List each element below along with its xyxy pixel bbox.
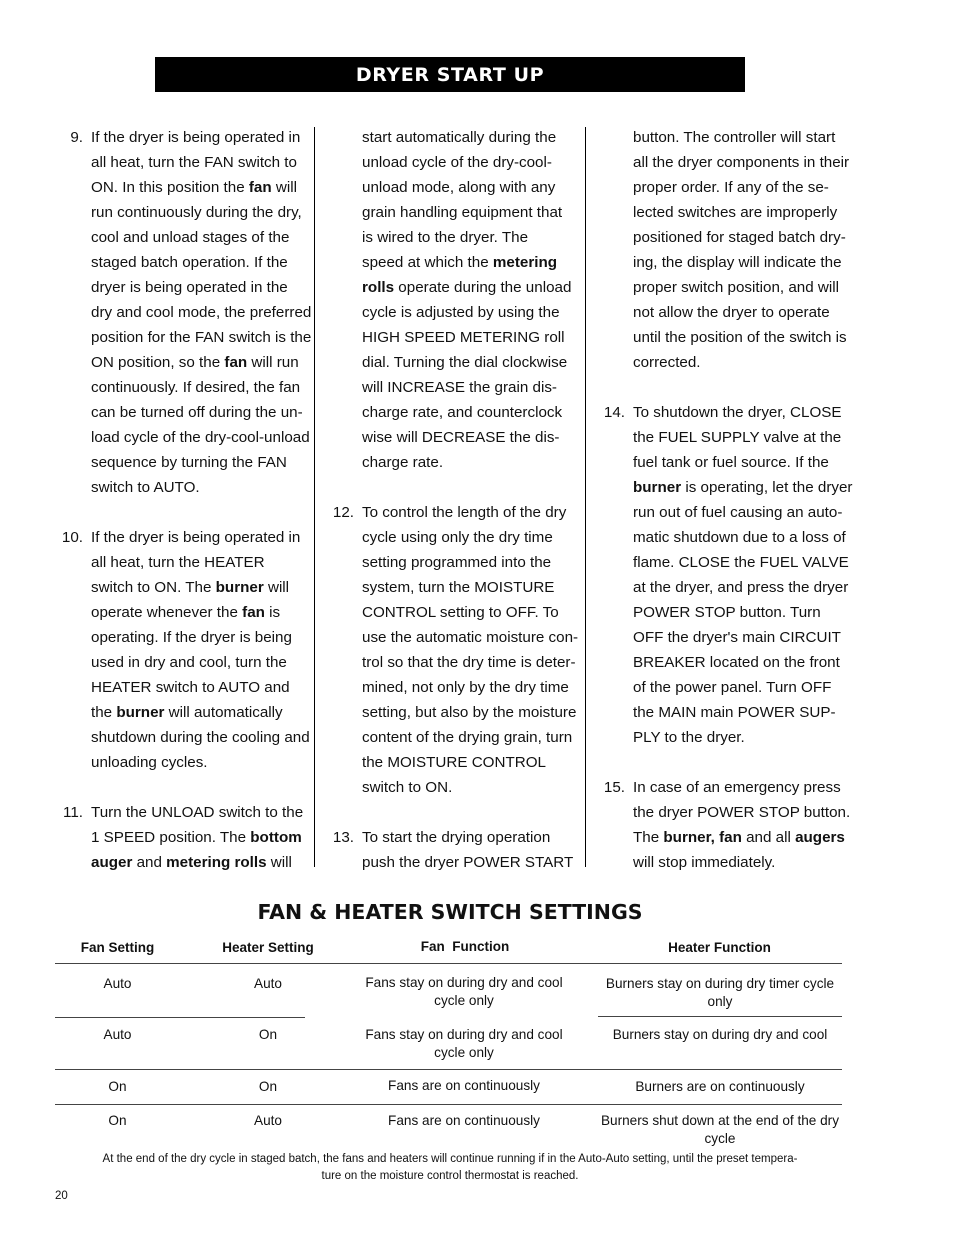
section-header-bar bbox=[155, 57, 745, 92]
paragraph-line bbox=[55, 450, 305, 475]
paragraph-line bbox=[597, 200, 847, 225]
bold-term: burner, fan bbox=[663, 829, 742, 846]
paragraph-line bbox=[326, 775, 576, 800]
paragraph-line bbox=[326, 750, 576, 775]
text-run: will stop immediately. bbox=[633, 854, 776, 871]
table-rule bbox=[55, 1104, 842, 1105]
text-run: wise will DECREASE the dis- bbox=[362, 429, 560, 446]
text-run: push the dryer POWER START bbox=[362, 854, 574, 871]
paragraph-line bbox=[55, 550, 305, 575]
table-rule bbox=[55, 1017, 305, 1018]
text-run: the dryer POWER STOP button. bbox=[633, 804, 851, 821]
step-number: 14. bbox=[603, 404, 625, 421]
text-run: POWER STOP button. Turn bbox=[633, 604, 821, 621]
step-14 bbox=[597, 400, 853, 750]
step-10 bbox=[55, 525, 310, 775]
text-run: will run bbox=[247, 354, 299, 371]
bold-term: metering rolls bbox=[166, 854, 267, 871]
bold-term: fan bbox=[224, 354, 248, 371]
cell-fan-function: Fans are on continuously bbox=[388, 1078, 540, 1093]
paragraph-line bbox=[597, 275, 847, 300]
paragraph-line bbox=[55, 275, 305, 300]
text-run: CONTROL setting to OFF. To bbox=[362, 604, 559, 621]
text-run: all heat, turn the HEATER bbox=[91, 554, 265, 571]
paragraph-line bbox=[597, 500, 847, 525]
text-run: setting programmed into the bbox=[362, 554, 552, 571]
paragraph-line bbox=[55, 625, 305, 650]
text-run: unload cycle of the dry-cool- bbox=[362, 154, 552, 171]
text-run: positioned for staged batch dry- bbox=[633, 229, 846, 246]
text-run: cycle using only the dry time bbox=[362, 529, 553, 546]
text-run: cycle is adjusted by using the bbox=[362, 304, 560, 321]
text-run: switch to AUTO. bbox=[91, 479, 200, 496]
text-run: staged batch operation. If the bbox=[91, 254, 288, 271]
text-run: can be turned off during the un- bbox=[91, 404, 303, 421]
text-run: charge rate. bbox=[362, 454, 444, 471]
paragraph-line bbox=[597, 550, 847, 575]
text-run: switch to ON. The bbox=[91, 579, 216, 596]
paragraph-line bbox=[55, 250, 305, 275]
paragraph-line bbox=[597, 250, 847, 275]
text-run: system, turn the MOISTURE bbox=[362, 579, 555, 596]
text-run: until the position of the switch is bbox=[633, 329, 847, 346]
paragraph-line bbox=[326, 825, 576, 850]
paragraph-line bbox=[55, 600, 305, 625]
paragraph-line bbox=[326, 325, 576, 350]
paragraph-line bbox=[597, 175, 847, 200]
text-run: HIGH SPEED METERING roll bbox=[362, 329, 565, 346]
text-run: all the dryer components in their bbox=[633, 154, 850, 171]
text-run: 1 SPEED position. The bbox=[91, 829, 251, 846]
text-column-1 bbox=[55, 125, 312, 875]
text-run: the bbox=[91, 704, 117, 721]
bold-term: burner bbox=[116, 704, 165, 721]
column-divider bbox=[585, 127, 586, 867]
page-number: 20 bbox=[55, 1190, 68, 1202]
text-run: continuously. If desired, the fan bbox=[91, 379, 301, 396]
paragraph-line bbox=[326, 425, 576, 450]
text-run: of the power panel. Turn OFF bbox=[633, 679, 832, 696]
paragraph-line bbox=[55, 200, 305, 225]
text-run: lected switches are improperly bbox=[633, 204, 838, 221]
paragraph-line bbox=[326, 450, 576, 475]
header-fan-setting: Fan Setting bbox=[80, 940, 155, 955]
step-number: 11. bbox=[63, 804, 83, 821]
text-run: will bbox=[266, 854, 292, 871]
text-run: run continuously during the dry, bbox=[91, 204, 302, 221]
paragraph-line bbox=[326, 725, 576, 750]
paragraph-line bbox=[55, 850, 305, 875]
paragraph-line bbox=[597, 125, 847, 150]
text-run: cool and unload stages of the bbox=[91, 229, 290, 246]
paragraph-line bbox=[597, 675, 847, 700]
paragraph-line bbox=[55, 725, 310, 750]
paragraph-line bbox=[597, 225, 847, 250]
table-rule bbox=[55, 963, 842, 964]
paragraph-line bbox=[55, 675, 305, 700]
paragraph-line bbox=[55, 700, 305, 725]
cell-fan-setting: Auto bbox=[103, 976, 132, 991]
paragraph-line bbox=[597, 775, 847, 800]
paragraph-line bbox=[55, 575, 305, 600]
text-run: If the dryer is being operated in bbox=[91, 529, 301, 546]
paragraph-line bbox=[597, 525, 847, 550]
text-run: run out of fuel causing an auto- bbox=[633, 504, 843, 521]
paragraph-line bbox=[326, 275, 576, 300]
paragraph-line bbox=[597, 325, 847, 350]
paragraph-line bbox=[55, 175, 305, 200]
text-run: not allow the dryer to operate bbox=[633, 304, 830, 321]
paragraph-line bbox=[326, 850, 576, 875]
paragraph-line bbox=[326, 225, 576, 250]
text-run: is operating, let the dryer bbox=[681, 479, 853, 496]
paragraph-line bbox=[55, 525, 305, 550]
cell-fan-setting: On bbox=[108, 1113, 127, 1128]
section-title: DRYER START UP bbox=[355, 64, 545, 86]
text-run: all heat, turn the FAN switch to bbox=[91, 154, 297, 171]
cell-heater-setting: Auto bbox=[254, 976, 282, 991]
text-run: operate whenever the bbox=[91, 604, 243, 621]
text-run: will bbox=[271, 179, 297, 196]
paragraph-line bbox=[55, 425, 310, 450]
step-15 bbox=[597, 775, 851, 875]
text-run: matic shutdown due to a loss of bbox=[633, 529, 846, 546]
text-run: If the dryer is being operated in bbox=[91, 129, 301, 146]
table-rule bbox=[55, 1069, 842, 1070]
text-run: will bbox=[263, 579, 290, 596]
paragraph-line bbox=[326, 175, 576, 200]
text-run: grain handling equipment that bbox=[362, 204, 563, 221]
paragraph-line bbox=[326, 575, 576, 600]
paragraph-line bbox=[597, 850, 847, 875]
paragraph-line bbox=[326, 250, 576, 275]
paragraph-line bbox=[326, 125, 576, 150]
cell-fan-function: Fans stay on during dry and cool cycle only bbox=[365, 1027, 563, 1060]
text-run: The bbox=[633, 829, 664, 846]
text-run: To control the length of the dry bbox=[362, 504, 567, 521]
text-run: switch to ON. bbox=[362, 779, 453, 796]
text-column-3 bbox=[597, 125, 853, 875]
step-11 bbox=[55, 800, 305, 875]
step-11-continued bbox=[326, 125, 576, 475]
paragraph-line bbox=[55, 475, 305, 500]
header-fan-function: Fan Function bbox=[420, 939, 510, 954]
text-run: use the automatic moisture con- bbox=[362, 629, 579, 646]
paragraph-line bbox=[597, 650, 847, 675]
step-9 bbox=[55, 125, 312, 500]
paragraph-line bbox=[326, 150, 576, 175]
paragraph-line bbox=[55, 225, 305, 250]
text-run: dry and cool mode, the preferred bbox=[91, 304, 312, 321]
text-run: at the dryer, and press the dryer bbox=[633, 579, 849, 596]
text-run: will INCREASE the grain dis- bbox=[362, 379, 557, 396]
paragraph-line bbox=[597, 350, 847, 375]
text-run: and all bbox=[741, 829, 796, 846]
bold-term: fan bbox=[242, 604, 265, 621]
step-number: 9. bbox=[70, 129, 83, 146]
paragraph-line bbox=[597, 700, 847, 725]
text-run: corrected. bbox=[633, 354, 701, 371]
text-run: ON. In this position the bbox=[91, 179, 249, 196]
text-run: position for the FAN switch is the bbox=[91, 329, 312, 346]
text-run: content of the drying grain, turn bbox=[362, 729, 573, 746]
step-13 bbox=[326, 825, 576, 875]
step-number: 12. bbox=[332, 504, 354, 521]
cell-fan-setting: Auto bbox=[103, 1027, 132, 1042]
cell-heater-setting: On bbox=[258, 1027, 278, 1042]
text-run: the MOISTURE CONTROL bbox=[362, 754, 546, 771]
paragraph-line bbox=[55, 825, 305, 850]
bold-term: burner bbox=[215, 579, 264, 596]
text-run: ing, the display will indicate the bbox=[633, 254, 842, 271]
bold-term: bottom bbox=[250, 829, 302, 846]
step-13-continued bbox=[597, 125, 850, 375]
text-run: OFF the dryer's main CIRCUIT bbox=[633, 629, 841, 646]
paragraph-line bbox=[326, 350, 576, 375]
cell-fan-setting: On bbox=[108, 1079, 127, 1094]
paragraph-line bbox=[55, 125, 305, 150]
step-number: 10. bbox=[61, 529, 83, 546]
text-run: operate during the unload bbox=[394, 279, 572, 296]
bold-term: burner bbox=[633, 479, 682, 496]
text-run: HEATER switch to AUTO and bbox=[91, 679, 290, 696]
text-run: the FUEL SUPPLY valve at the bbox=[633, 429, 842, 446]
paragraph-line bbox=[55, 750, 305, 775]
text-run: setting, but also by the moisture bbox=[362, 704, 577, 721]
text-run: load cycle of the dry-cool-unload bbox=[91, 429, 310, 446]
paragraph-line bbox=[326, 650, 576, 675]
paragraph-line bbox=[597, 600, 847, 625]
cell-heater-function: Burners are on continuously bbox=[635, 1079, 805, 1094]
text-run: used in dry and cool, turn the bbox=[91, 654, 287, 671]
text-run: In case of an emergency press bbox=[633, 779, 841, 796]
paragraph-line bbox=[597, 475, 853, 500]
bold-term: rolls bbox=[362, 279, 395, 296]
text-run: and bbox=[132, 854, 167, 871]
footnote-line: ture on the moisture control thermostat is reached. bbox=[321, 1169, 579, 1182]
table-rule bbox=[598, 1016, 842, 1017]
paragraph-line bbox=[55, 800, 305, 825]
text-run: fuel tank or fuel source. If the bbox=[633, 454, 829, 471]
paragraph-line bbox=[326, 500, 576, 525]
text-run: BREAKER located on the front bbox=[633, 654, 840, 671]
paragraph-line bbox=[55, 400, 305, 425]
cell-fan-function: Fans are on continuously bbox=[388, 1113, 540, 1128]
paragraph-line bbox=[597, 450, 847, 475]
text-run: proper switch position, and will bbox=[633, 279, 839, 296]
paragraph-line bbox=[326, 675, 576, 700]
paragraph-line bbox=[326, 300, 576, 325]
paragraph-line bbox=[597, 825, 847, 850]
cell-fan-function: Fans stay on during dry and cool cycle only bbox=[365, 975, 563, 1008]
bold-term: metering bbox=[492, 254, 558, 271]
paragraph-line bbox=[597, 300, 847, 325]
paragraph-line bbox=[326, 600, 576, 625]
text-run: the MAIN main POWER SUP- bbox=[633, 704, 836, 721]
text-run: To shutdown the dryer, CLOSE bbox=[633, 404, 842, 421]
paragraph-line bbox=[597, 400, 847, 425]
cell-heater-function: Burners stay on during dry and cool bbox=[612, 1027, 828, 1042]
text-run: unload mode, along with any bbox=[362, 179, 556, 196]
bold-term: auger bbox=[91, 854, 133, 871]
text-run: trol so that the dry time is deter- bbox=[362, 654, 576, 671]
column-divider bbox=[314, 127, 315, 867]
text-run: dryer is being operated in the bbox=[91, 279, 288, 296]
bold-term: augers bbox=[795, 829, 845, 846]
text-run: speed at which the bbox=[362, 254, 493, 271]
paragraph-line bbox=[597, 150, 850, 175]
text-run: mined, not only by the dry time bbox=[362, 679, 569, 696]
paragraph-line bbox=[597, 625, 847, 650]
paragraph-line bbox=[597, 425, 847, 450]
text-run: charge rate, and counterclock bbox=[362, 404, 563, 421]
paragraph-line bbox=[55, 325, 312, 350]
text-run: operating. If the dryer is being bbox=[91, 629, 292, 646]
paragraph-line bbox=[55, 350, 305, 375]
paragraph-line bbox=[326, 700, 576, 725]
paragraph-line bbox=[597, 725, 847, 750]
paragraph-line bbox=[597, 800, 851, 825]
table-footnote bbox=[55, 1151, 845, 1184]
paragraph-line bbox=[55, 375, 305, 400]
table-title: FAN & HEATER SWITCH SETTINGS bbox=[257, 900, 643, 924]
cell-heater-setting: On bbox=[258, 1079, 278, 1094]
text-run: ON position, so the bbox=[91, 354, 225, 371]
text-run: Turn the UNLOAD switch to the bbox=[91, 804, 304, 821]
text-run: PLY to the dryer. bbox=[633, 729, 745, 746]
step-12 bbox=[326, 500, 579, 800]
text-run: flame. CLOSE the FUEL VALVE bbox=[633, 554, 849, 571]
header-heater-function: Heater Function bbox=[668, 940, 771, 955]
text-run: proper order. If any of the se- bbox=[633, 179, 829, 196]
paragraph-line bbox=[326, 525, 576, 550]
text-run: dial. Turning the dial clockwise bbox=[362, 354, 568, 371]
cell-heater-setting: Auto bbox=[254, 1113, 282, 1128]
text-run: unloading cycles. bbox=[91, 754, 208, 771]
paragraph-line bbox=[597, 575, 847, 600]
paragraph-line bbox=[326, 400, 576, 425]
paragraph-line bbox=[55, 650, 305, 675]
cell-heater-function: Burners stay on during dry timer cycle only bbox=[605, 976, 835, 1009]
paragraph-line bbox=[326, 200, 576, 225]
step-number: 15. bbox=[603, 779, 625, 796]
paragraph-line bbox=[326, 550, 576, 575]
step-number: 13. bbox=[332, 829, 354, 846]
footnote-line: At the end of the dry cycle in staged batch, the fans and heaters will continue running if in the Auto-Auto setting, until the preset tempera- bbox=[102, 1153, 798, 1165]
paragraph-line bbox=[55, 300, 312, 325]
text-run: is wired to the dryer. The bbox=[362, 229, 529, 246]
text-run: button. The controller will start bbox=[633, 129, 836, 146]
header-heater-setting: Heater Setting bbox=[222, 940, 314, 955]
text-run: shutdown during the cooling and bbox=[91, 729, 310, 746]
paragraph-line bbox=[55, 150, 305, 175]
text-run: start automatically during the bbox=[362, 129, 557, 146]
paragraph-line bbox=[326, 625, 579, 650]
text-run: To start the drying operation bbox=[362, 829, 551, 846]
text-run: is bbox=[264, 604, 281, 621]
text-column-2 bbox=[326, 125, 579, 875]
bold-term: fan bbox=[248, 179, 272, 196]
text-run: sequence by turning the FAN bbox=[91, 454, 287, 471]
paragraph-line bbox=[326, 375, 576, 400]
text-run: will automatically bbox=[164, 704, 283, 721]
cell-heater-function: Burners shut down at the end of the dry cycle bbox=[600, 1113, 840, 1146]
